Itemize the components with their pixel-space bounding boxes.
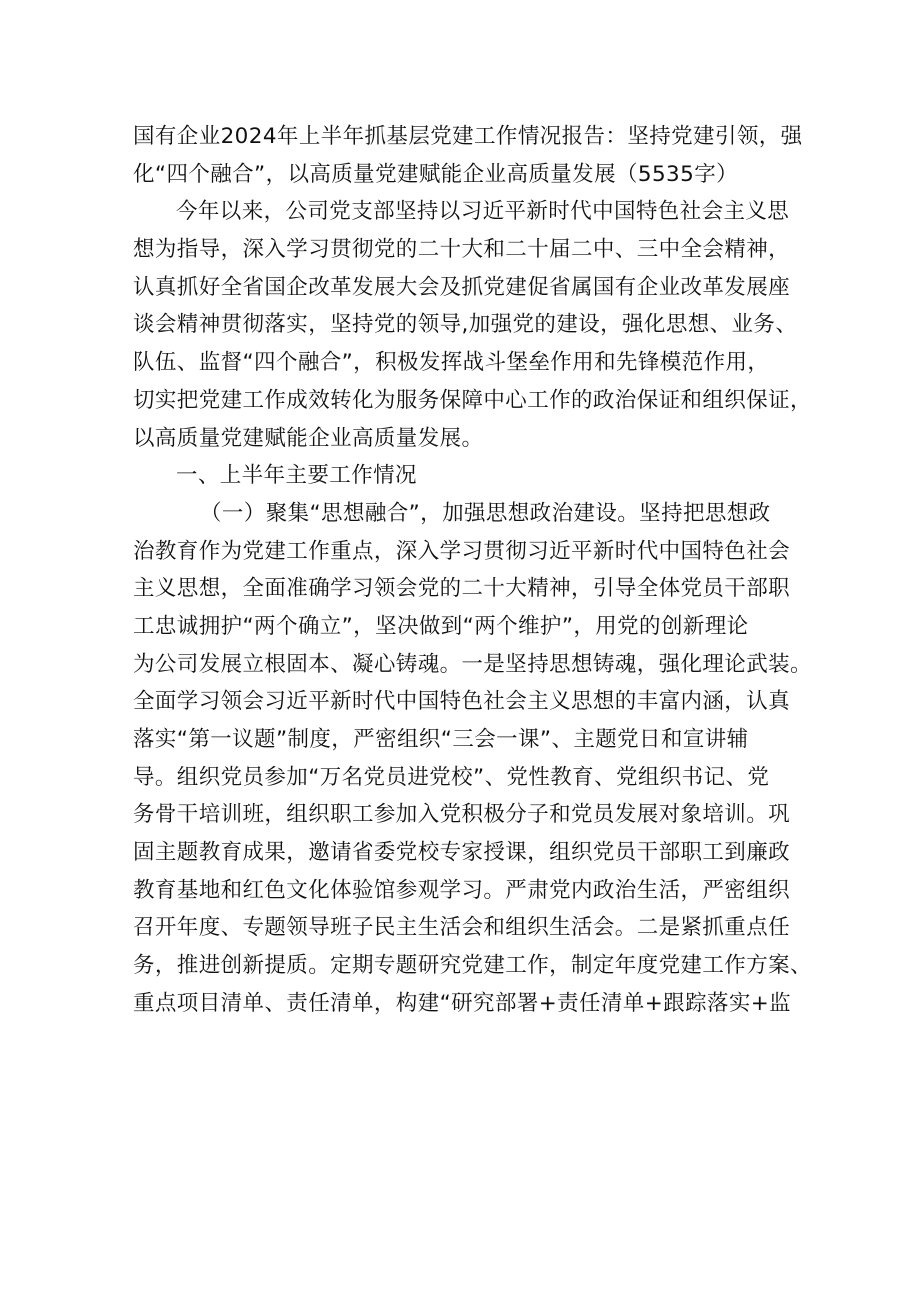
section1-line: 主义思想，全面准确学习领会党的二十大精神，引导全体党员干部职 — [133, 576, 791, 602]
section1-line: 固主题教育成果，邀请省委党校专家授课，组织党员干部职工到廉政 — [133, 840, 791, 866]
section1-line: 工忠诚拥护“两个确立”，坚决做到“两个维护”，用党的创新理论 — [133, 613, 749, 639]
section1-line: 全面学习领会习近平新时代中国特色社会主义思想的丰富内涵，认真 — [133, 689, 791, 715]
document-title-line-2: 化“四个融合”，以高质量党建赋能企业高质量发展（5535字） — [133, 161, 738, 187]
intro-line: 谈会精神贯彻落实，坚持党的领导,加强党的建设，强化思想、业务、 — [133, 312, 798, 338]
intro-line: 认真抓好全省国企改革发展大会及抓党建促省属国有企业改革发展座 — [133, 274, 791, 300]
section1-line: 落实“第一议题”制度，严密组织“三会一课”、主题党日和宣讲辅 — [133, 727, 749, 752]
section1-line: 教育基地和红色文化体验馆参观学习。严肃党内政治生活，严密组织 — [133, 877, 791, 903]
section1-line: （一）聚集“思想融合”，加强思想政治建设。坚持把思想政 — [200, 500, 771, 526]
document-title-line-1: 国有企业2024年上半年抓基层党建工作情况报告：坚持党建引领，强 — [133, 124, 803, 149]
section1-line: 务骨干培训班，组织职工参加入党积极分子和党员发展对象培训。巩 — [133, 802, 791, 828]
section1-line: 为公司发展立根固本、凝心铸魂。一是坚持思想铸魂，强化理论武装。 — [133, 651, 812, 677]
document-body — [133, 118, 812, 1023]
intro-line: 想为指导，深入学习贯彻党的二十大和二十届二中、三中全会精神， — [133, 237, 791, 263]
section1-line: 导。组织党员参加“万名党员进党校”、党性教育、党组织书记、党 — [133, 764, 770, 790]
section1-line: 召开年度、专题领导班子民主生活会和组织生活会。二是紧抓重点任 — [133, 915, 791, 941]
intro-line: 以高质量党建赋能企业高质量发展。 — [133, 425, 484, 451]
section-heading: 一、上半年主要工作情况 — [176, 463, 417, 489]
intro-line: 今年以来，公司党支部坚持以习近平新时代中国特色社会主义思 — [176, 199, 790, 225]
section1-line: 治教育作为党建工作重点，深入学习贯彻习近平新时代中国特色社会 — [133, 538, 791, 564]
section1-line: 重点项目清单、责任清单，构建“研究部署+责任清单+跟踪落实+监 — [133, 990, 792, 1016]
section1-line: 务，推进创新提质。定期专题研究党建工作，制定年度党建工作方案、 — [133, 953, 812, 979]
intro-line: 队伍、监督“四个融合”，积极发挥战斗堡垒作用和先锋模范作用， — [133, 350, 770, 376]
intro-line: 切实把党建工作成效转化为服务保障中心工作的政治保证和组织保证， — [133, 387, 812, 413]
